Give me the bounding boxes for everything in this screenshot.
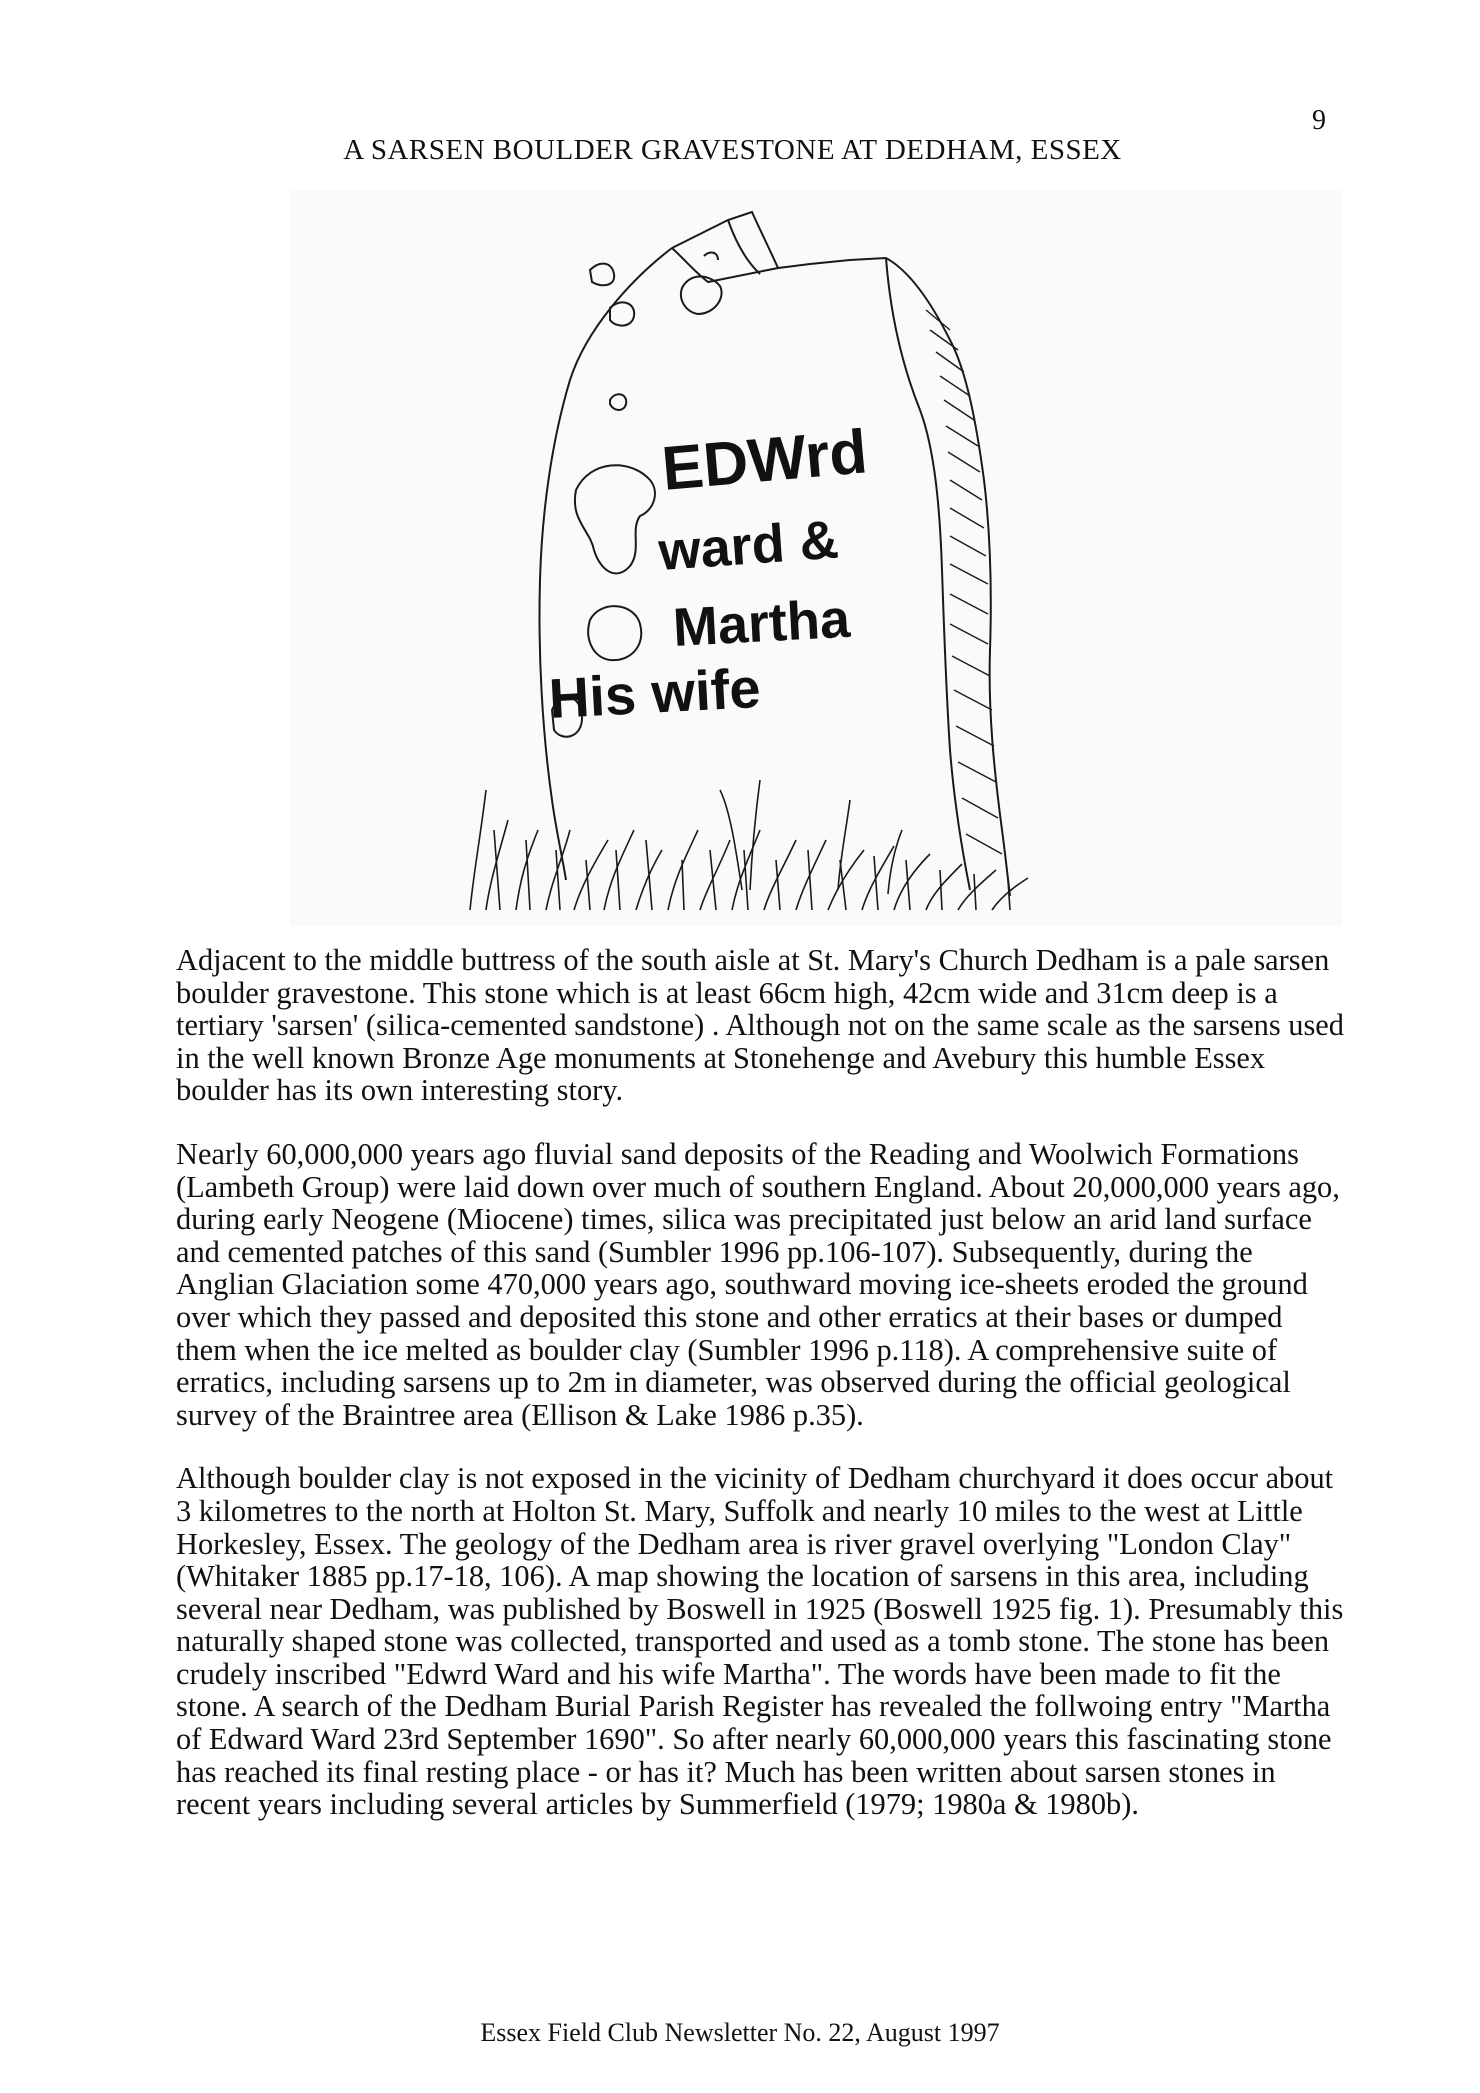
article-body <box>176 944 1346 1852</box>
inscription-line-3: Martha <box>671 588 852 658</box>
stone-top-edge <box>672 212 886 268</box>
paragraph: Although boulder clay is not exposed in the vicinity of Dedham churchyard it does occur about 3 kilometres to the north at Holton St. Mary, Suffolk and nearly 10 miles to the west at Little Horkesley, Essex. The geology of the Dedham area is river gravel overlying "London Clay" (Whitaker 1885 pp.17-18, 106). A map showing the location of sarsens in this area, including several near Dedham, was published by Boswell in 1925 (Boswell 1925 fig. 1). Presumably this naturally shaped stone was collected, transported and used as a tomb stone. The stone has been crudely inscribed "Edwrd Ward and his wife Martha". The words have been made to fit the stone. A search of the Dedham Burial Parish Register has revealed the follwoing entry "Martha of Edward Ward 23rd September 1690". So after nearly 60,000,000 years this fascinating stone has reached its final resting place - or has it? Much has been written about sarsen stones in recent years including several articles by Summerfield (1979; 1980a & 1980b). <box>176 1461 1344 1822</box>
footer: Essex Field Club Newsletter No. 22, August 1997 <box>480 2018 1000 2047</box>
paragraph: Adjacent to the middle buttress of the south aisle at St. Mary's Church Dedham is a pale sarsen boulder gravestone. This stone which is at least 66cm high, 42cm wide and 31cm deep is a tertiary 'sarsen' (silica-cemented sandstone) . Although not on the same scale as the sarsens used in the well known Bronze Age monuments at Stonehenge and Avebury this humble Essex boulder has its own interesting story. <box>176 943 1344 1108</box>
gravestone-illustration <box>290 190 1342 926</box>
inscription-line-4: His wife <box>547 655 762 730</box>
stone-outline <box>540 248 673 880</box>
stone-right-edge <box>886 258 1010 896</box>
inscription-line-2: ward & <box>656 509 841 582</box>
grass <box>470 780 1028 910</box>
page-number: 9 <box>1312 105 1326 136</box>
paragraph: Nearly 60,000,000 years ago fluvial sand deposits of the Reading and Woolwich Formations (Lambeth Group) were laid down over much of southern England. About 20,000,000 years ago, during early Neogene (Miocene) times, silica was precipitated just below an arid land surface and cemented patches of this sand (Sumbler 1996 pp.106-107). Subsequently, during the Anglian Glaciation some 470,000 years ago, southward moving ice-sheets eroded the ground over which they passed and deposited this stone and other erratics at their bases or dumped them when the ice melted as boulder clay (Sumbler 1996 p.118). A comprehensive suite of erratics, including sarsens up to 2m in diameter, was observed during the official geological survey of the Braintree area (Ellison & Lake 1986 p.35). <box>176 1136 1340 1432</box>
inscription-line-1: EDWrd <box>659 417 870 504</box>
lichen-patch <box>590 264 614 286</box>
page-title-text: A SARSEN BOULDER GRAVESTONE AT DEDHAM, ESSEX <box>343 134 1122 166</box>
page-title <box>0 134 1480 167</box>
